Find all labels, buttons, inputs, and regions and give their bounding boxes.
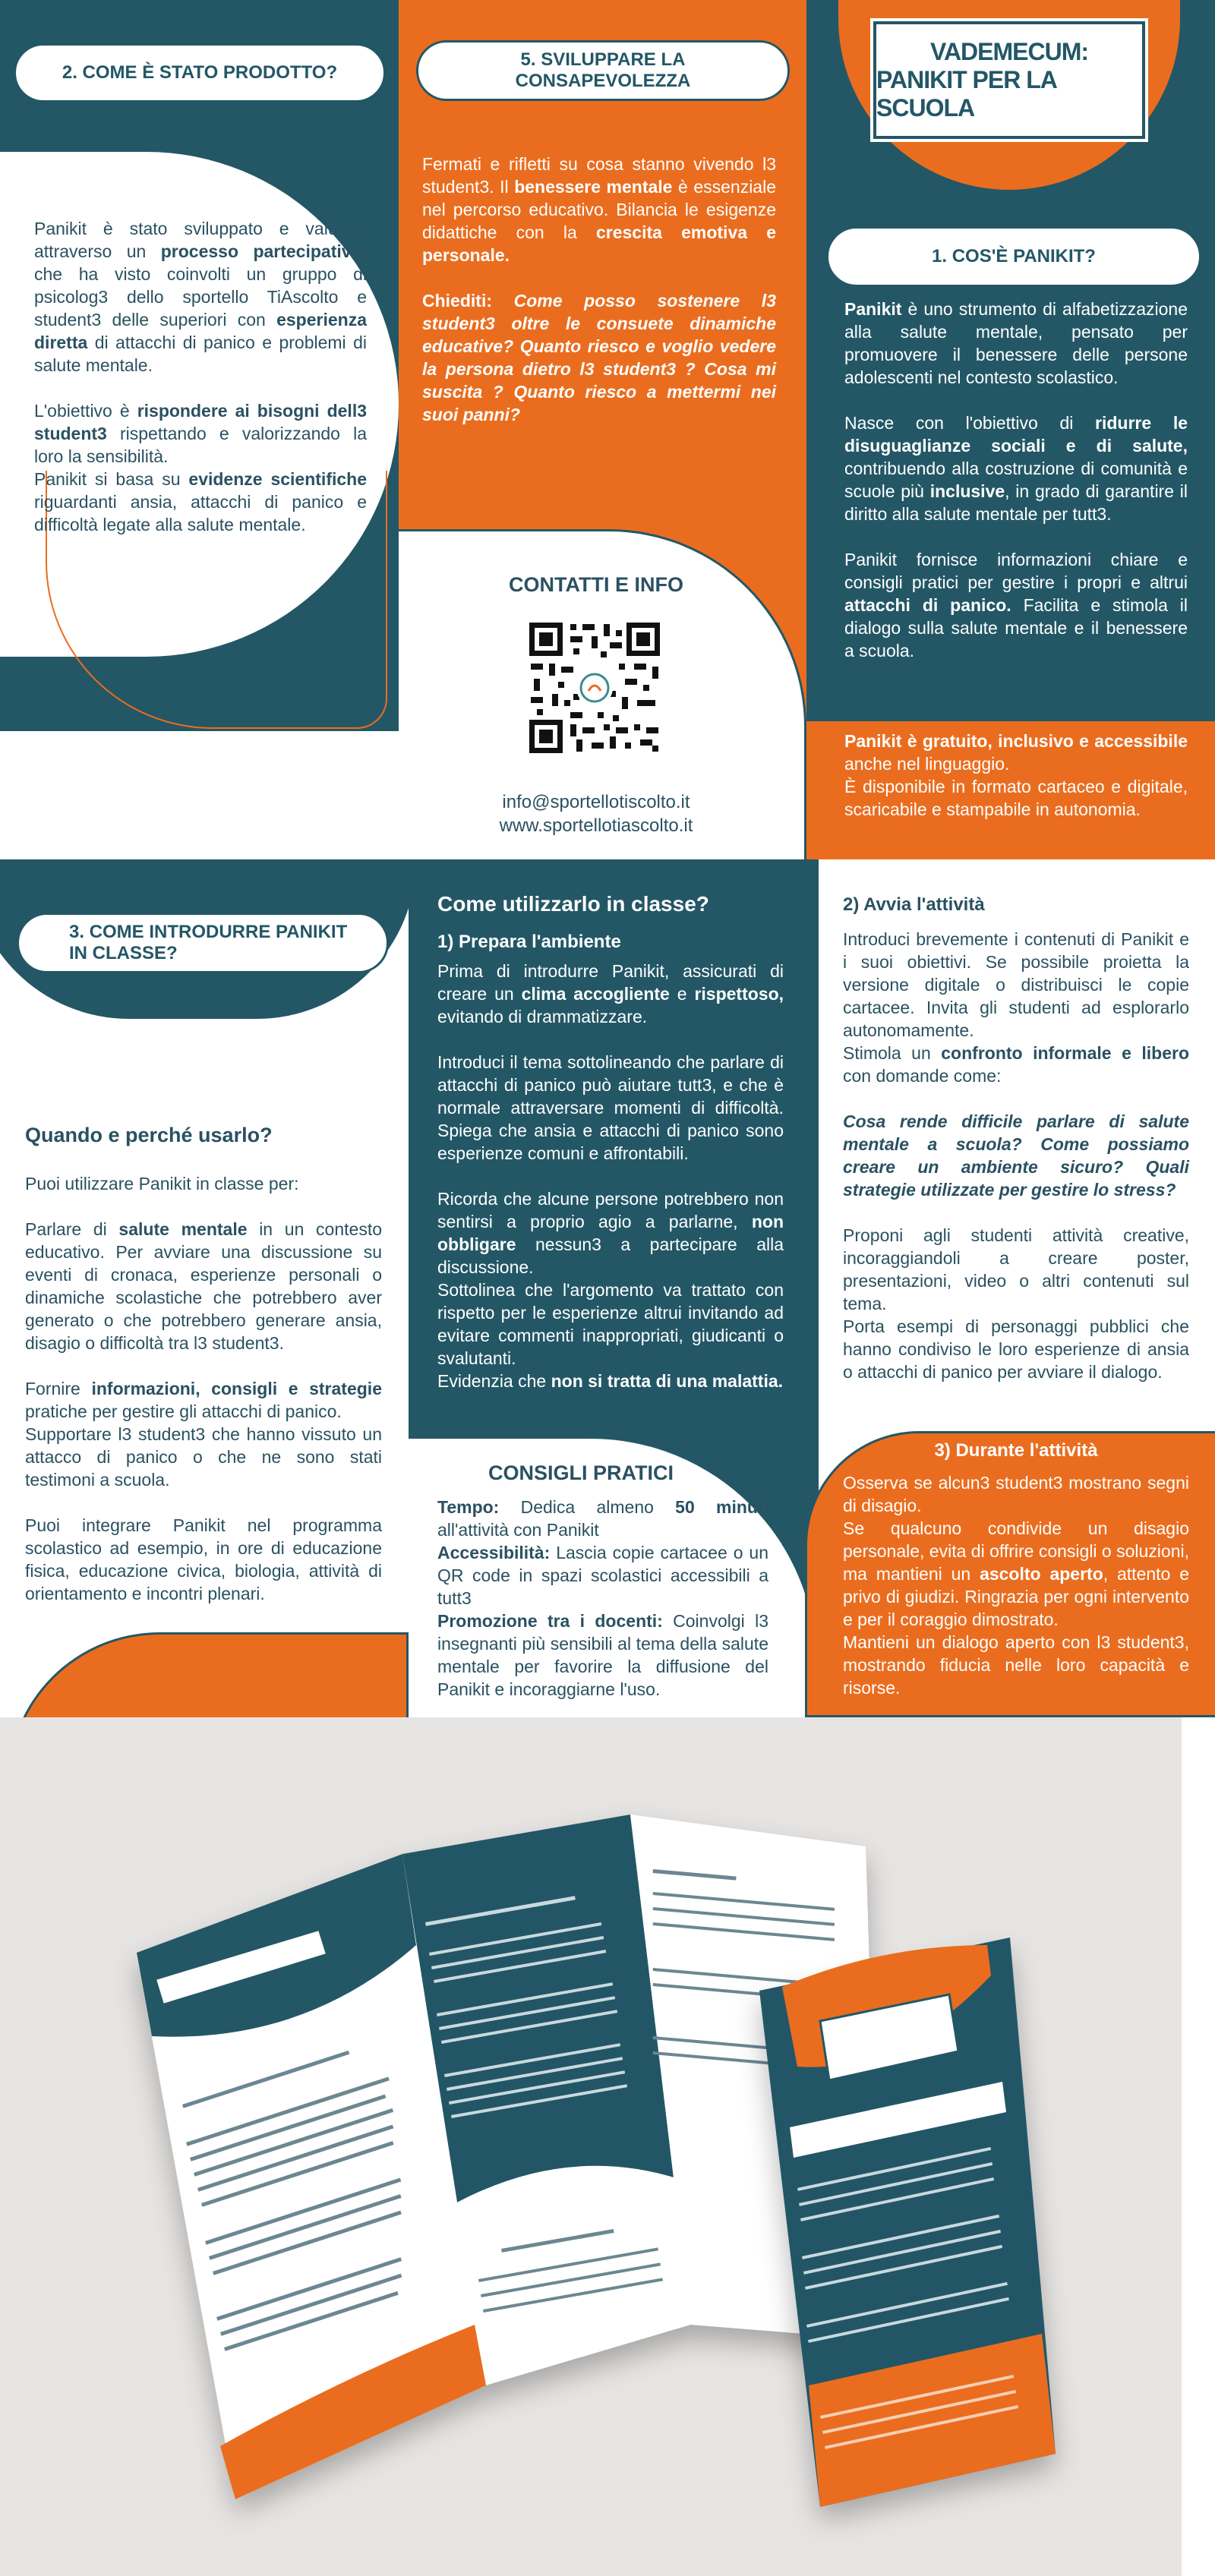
consigli-heading: CONSIGLI PRATICI bbox=[488, 1461, 674, 1484]
heading-utilizzarlo: Come utilizzarlo in classe? bbox=[437, 892, 709, 916]
brochure-mockup-illustration bbox=[0, 1717, 1182, 2576]
heading-cose: 1. COS'È PANIKIT? bbox=[826, 226, 1201, 287]
contatti-website[interactable]: www.sportellotiascolto.it bbox=[499, 815, 693, 836]
heading-introdurre: 3. COME INTRODURRE PANIKIT IN CLASSE? bbox=[17, 913, 389, 973]
heading-durante: 3) Durante l'attività bbox=[934, 1440, 1098, 1461]
contatti-email[interactable]: info@sportellotiscolto.it bbox=[502, 792, 690, 812]
text-durante: Osserva se alcun3 student3 mostrano segni di disagio. Se qualcuno condivide un disagio personale, evita di offrire consigli o soluzioni, ma mantieni un ascolto aperto, attento e privo di giudizi. Ringrazia per ogni intervento e per il coraggio dimostrato. Mantieni un dialogo aperto con l3 student3, mostrando fiducia nelle loro capacità e risorse. bbox=[843, 1473, 1189, 1698]
sub-prepara: 1) Prepara l'ambiente bbox=[437, 932, 621, 952]
text-cose: Panikit è uno strumento di alfabetizzazione alla salute mentale, pensato per promuovere il benessere delle persone adolescenti nel contesto scolastico. Nasce con l'obiettivo di ridurre le disuguaglianze sociali e di salute, contribuendo alla costruzione di comunità e scuole più inclusive, in grado di garantire il diritto alla salute mentale per tutt3. Panikit fornisce informazioni chiare e consigli pratici per gestire i propri e altrui attacchi di panico. Facilita e stimola il dialogo sulla salute mentale e il benessere a scuola. bbox=[844, 299, 1188, 661]
text-consigli: Tempo: Dedica almeno 50 minuti all'attività con Panikit Accessibilità: Lascia copie cartacee o un QR code in spazi scolastici accessibili a tutt3 Promozione tra i docenti: Coinvolgi l3 insegnanti più sensibili al tema della salute mentale per favorire la diffusione del Panikit e incoraggiarne l'uso. bbox=[437, 1497, 769, 1699]
contatti-heading: CONTATTI E INFO bbox=[509, 573, 683, 596]
heading-avvia: 2) Avvia l'attività bbox=[843, 894, 985, 915]
qr-code-icon bbox=[528, 621, 661, 755]
text-cose-footer: Panikit è gratuito, inclusivo e accessibile anche nel linguaggio. È disponibile in formato cartaceo e digitale, scaricabile e stampabile in autonomia. bbox=[844, 731, 1188, 819]
mockup-photo bbox=[0, 1717, 1182, 2576]
text-consapevolezza: Fermati e rifletti su cosa stanno vivendo l3 student3. Il benessere mentale è essenziale nel percorso educativo. Bilancia le esigenze didattiche con la crescita emotiva e personale. Chiediti: Come posso sostenere l3 student3 oltre le consuete dinamiche educative? Quanto riesco e voglio vedere la persona dietro l3 student3 ? Cosa mi suscita ? Quanto riesco a mettermi nei suoi panni? bbox=[422, 154, 776, 424]
text-prodotto: Panikit è stato sviluppato e valutato attraverso un processo partecipativo, che ha visto coinvolti un gruppo di psicolog3 dello sportello TiAscolto e student3 delle superiori con esperienza diretta di attacchi di panico e problemi di salute mentale. L'obiettivo è rispondere ai bisogni dell3 student3 rispettando e valorizzando la loro la sensibilità. Panikit si basa su evidenze scientifiche riguardanti ansia, attacchi di panico e difficoltà legate alla salute mentale. bbox=[34, 219, 368, 534]
text-introdurre: Puoi utilizzare Panikit in classe per: Parlare di salute mentale in un contesto educativo. Per avviare una discussione su eventi di cronaca, esperienze personali o dinamiche scolastiche che potrebbero aver generato o che potrebbero generare ansia, disagio o difficoltà tra l3 student3. Fornire informazioni, consigli e strategie pratiche per gestire gli attacchi di panico. Supportare l3 student3 che hanno vissuto un attacco di panico o che ne sono stati testimoni a scuola. Puoi integrare Panikit nel programma scolastico ad esempio, in ore di educazione fisica, educazione civica, biologia, attività di orientamento e incontri plenari. bbox=[25, 1174, 382, 1603]
sub-quando-perche: Quando e perché usarlo? bbox=[25, 1124, 273, 1146]
heading-consapevolezza: 5. SVILUPPARE LA CONSAPEVOLEZZA bbox=[416, 40, 790, 101]
cover-title-box: VADEMECUM: PANIKIT PER LA SCUOLA bbox=[873, 21, 1145, 139]
text-avvia: Introduci brevemente i contenuti di Panikit e i suoi obiettivi. Se possibile proietta la versione digitale o distribuisci le copie cartacee. Invita gli studenti ad esplorarlo autonomamente. Stimola un confronto informale e libero con domande come: Cosa rende difficile parlare di salute mentale a scuola? Come possiamo creare un ambiente sicuro? Quali strategie utilizzate per gestire lo stress? Proponi agli studenti attività creative, incoraggiandoli a creare poster, presentazioni, video o altri contenuti sul tema. Porta esempi di personaggi pubblici che hanno condiviso le loro esperienze di ansia o attacchi di panico per avviare il dialogo. bbox=[843, 929, 1189, 1382]
heading-prodotto: 2. COME È STATO PRODOTTO? bbox=[14, 43, 386, 102]
panel-prodotto-bottom bbox=[0, 731, 399, 859]
text-utilizzarlo: Prima di introdurre Panikit, assicurati di creare un clima accogliente e rispettoso, evitando di drammatizzare. Introduci il tema sottolineando che parlare di attacchi di panico può aiutare tutt3, e che è normale attraversare momenti di difficoltà. Spiega che ansia e attacchi di panico sono esperienze comuni e affrontabili. Ricorda che alcune persone potrebbero non sentirsi a proprio agio a parlarne, non obbligare nessun3 a partecipare alla discussione. Sottolinea che l'argomento va trattato con rispetto per le esperienze altrui invitando ad evitare commenti inappropriati, giudicanti o svalutanti. Evidenzia che non si tratta di una malattia. bbox=[437, 961, 784, 1391]
qr-code[interactable] bbox=[528, 621, 661, 755]
